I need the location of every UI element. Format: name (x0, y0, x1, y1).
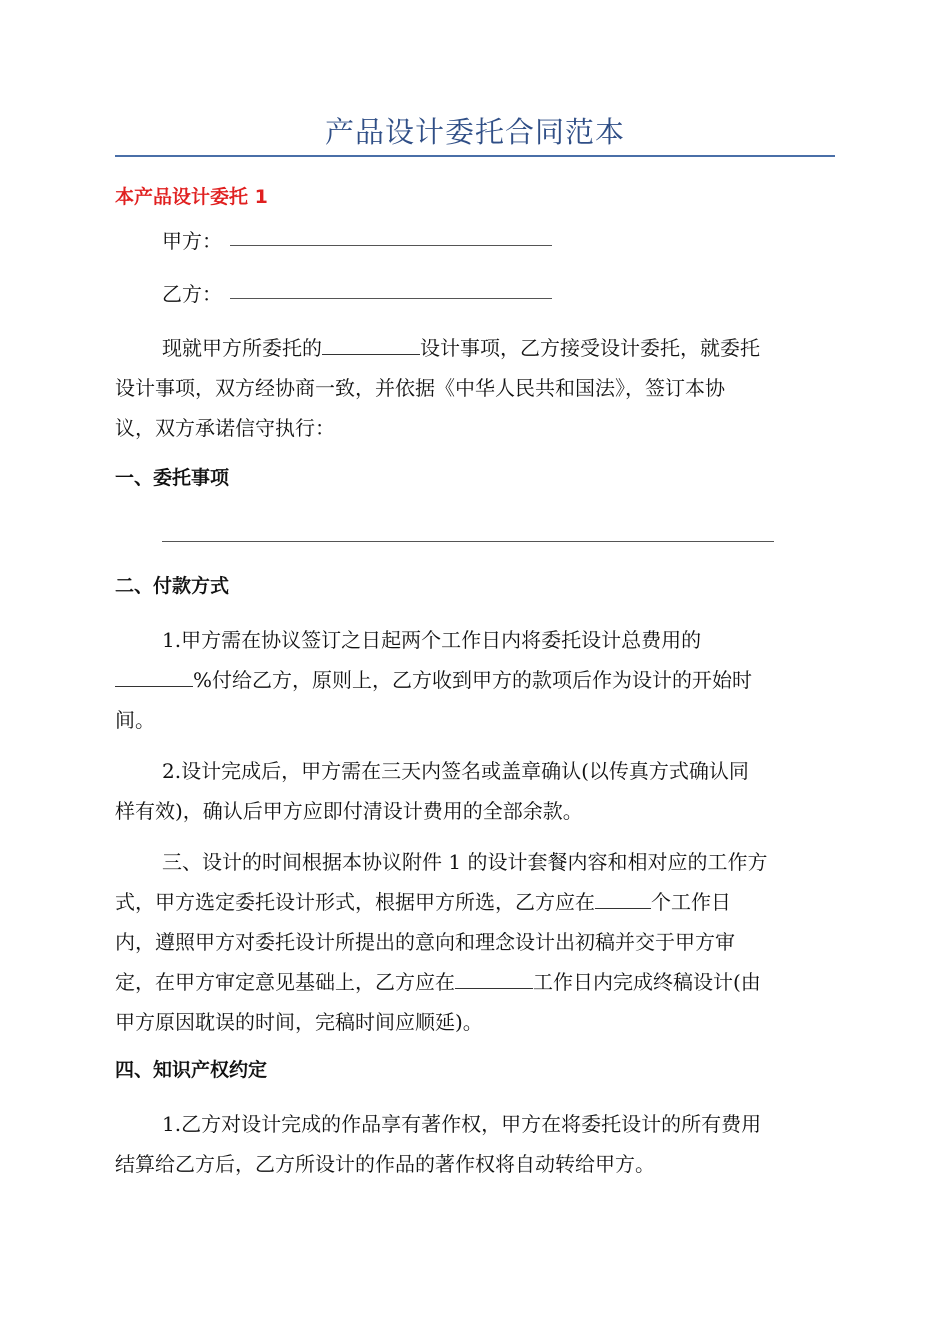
section-heading-2: 二、付款方式 (115, 575, 230, 597)
section-heading-1: 一、委托事项 (115, 467, 230, 489)
clause-text: 1.甲方需在协议签订之日起两个工作日内将委托设计总费用的 (162, 628, 702, 652)
commission-blank (162, 541, 774, 542)
intro-text: 设计事项，乙方接受设计委托，就委托 (420, 336, 760, 360)
clause-text: 三、设计的时间根据本协议附件 1 的设计套餐内容和相对应的工作方 (162, 850, 768, 874)
clause-text: 内，遵照甲方对委托设计所提出的意向和理念设计出初稿并交于甲方审 (115, 930, 735, 954)
clause-text: 个工作日 (651, 890, 731, 914)
party-b-line (162, 274, 582, 314)
clause-text: 定，在甲方审定意见基础上，乙方应在 (115, 970, 455, 994)
clause-text: 1.乙方对设计完成的作品享有著作权，甲方在将委托设计的所有费用 (162, 1112, 762, 1136)
payment-clause-1 (115, 620, 835, 740)
party-a-line (162, 221, 582, 261)
intro-text: 设计事项，双方经协商一致，并依据《中华人民共和国法》，签订本协 (115, 376, 725, 400)
section-heading-4: 四、知识产权约定 (115, 1059, 268, 1081)
party-a-label: 甲方： (162, 229, 222, 253)
party-b-blank (230, 298, 552, 299)
clause-text: 式，甲方选定委托设计形式，根据甲方所选，乙方应在 (115, 890, 595, 914)
workdays-blank-2 (455, 962, 533, 989)
intro-text: 现就甲方所委托的 (162, 336, 322, 360)
workdays-blank-1 (595, 882, 651, 909)
document-subtitle: 本产品设计委托 1 (115, 186, 268, 208)
party-b-label: 乙方： (162, 282, 222, 306)
document-title: 产品设计委托合同范本 (324, 115, 625, 149)
clause-text: 甲方原因耽误的时间，完稿时间应顺延)。 (115, 1010, 483, 1034)
intro-paragraph (115, 328, 835, 448)
clause-text: 工作日内完成终稿设计(由 (533, 970, 761, 994)
project-blank (322, 328, 420, 355)
intro-text: 议，双方承诺信守执行： (115, 416, 335, 440)
title-underline (115, 155, 835, 157)
percent-blank (115, 660, 193, 687)
clause-text: %付给乙方，原则上，乙方收到甲方的款项后作为设计的开始时 (193, 668, 753, 692)
clause-text: 2.设计完成后，甲方需在三天内签名或盖章确认(以传真方式确认同 (162, 759, 749, 783)
clause-text: 样有效)，确认后甲方应即付清设计费用的全部余款。 (115, 799, 583, 823)
party-a-blank (230, 245, 552, 246)
ip-clause-1 (115, 1104, 835, 1184)
payment-clause-2 (115, 751, 835, 831)
section-3-paragraph (115, 842, 835, 1042)
clause-text: 间。 (115, 708, 155, 732)
clause-text: 结算给乙方后，乙方所设计的作品的著作权将自动转给甲方。 (115, 1152, 655, 1176)
